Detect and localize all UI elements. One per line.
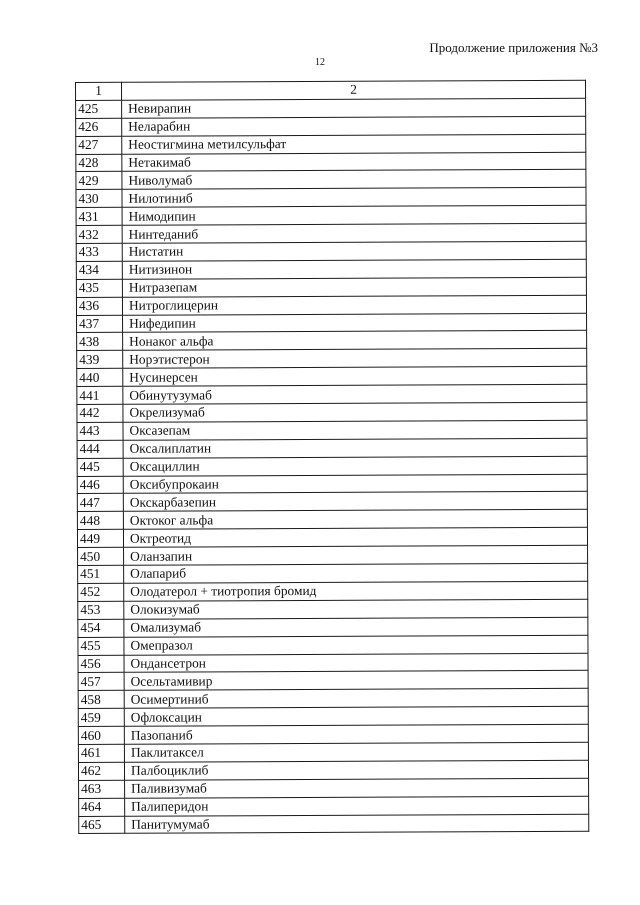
row-number-cell: 463 [79, 780, 125, 798]
drug-name-cell: Нонаког альфа [123, 331, 587, 351]
row-number-cell: 465 [79, 816, 125, 834]
table-row [76, 206, 586, 226]
drug-name-cell: Палиперидон [125, 796, 589, 816]
row-number-cell: 446 [77, 476, 123, 494]
table-row [76, 188, 586, 208]
table-row [78, 689, 588, 709]
row-number-cell: 449 [77, 530, 123, 548]
row-number-cell: 425 [76, 100, 122, 118]
table-row [76, 98, 586, 118]
row-number-cell: 432 [76, 225, 122, 243]
table-row [77, 313, 587, 333]
drug-name-cell: Невирапин [122, 98, 586, 118]
row-number-cell: 444 [77, 440, 123, 458]
row-number-cell: 433 [76, 243, 122, 261]
row-number-cell: 437 [77, 315, 123, 333]
drug-name-cell: Омализумаб [124, 617, 588, 637]
table-row [78, 653, 588, 673]
row-number-cell: 450 [78, 547, 124, 565]
table-row [76, 259, 586, 279]
row-number-cell: 442 [77, 404, 123, 422]
row-number-cell: 435 [76, 279, 122, 297]
row-number-cell: 457 [78, 673, 124, 691]
column-header-name: 2 [122, 80, 586, 100]
table-row [78, 706, 588, 726]
table-row [76, 170, 586, 190]
table-header-row [76, 80, 586, 100]
drug-name-cell: Пазопаниб [124, 724, 588, 744]
drug-name-cell: Нистатин [122, 241, 586, 261]
drug-name-cell: Нимодипин [122, 206, 586, 226]
row-number-cell: 434 [76, 261, 122, 279]
row-number-cell: 462 [78, 762, 124, 780]
drug-name-cell: Омепразол [124, 635, 588, 655]
table-row [76, 134, 586, 154]
drug-name-cell: Паклитаксел [124, 742, 588, 762]
table-row [77, 349, 587, 369]
drug-name-cell: Палбоциклиб [124, 760, 588, 780]
table-row [78, 635, 588, 655]
row-number-cell: 454 [78, 619, 124, 637]
drug-name-cell: Оксациллин [123, 456, 587, 476]
appendix-continuation-label: Продолжение приложения №3 [429, 40, 598, 55]
drug-name-cell: Окскарбазепин [123, 492, 587, 512]
row-number-cell: 427 [76, 136, 122, 154]
row-number-cell: 429 [76, 172, 122, 190]
drug-name-cell: Офлоксацин [124, 706, 588, 726]
drug-name-cell: Ниволумаб [122, 170, 586, 190]
table-row [78, 545, 588, 565]
row-number-cell: 455 [78, 637, 124, 655]
row-number-cell: 447 [77, 494, 123, 512]
drug-name-cell: Нусинерсен [123, 367, 587, 387]
table-row [77, 438, 587, 458]
table-row [77, 456, 587, 476]
drug-name-cell: Нифедипин [123, 313, 587, 333]
drug-name-cell: Осимертиниб [124, 689, 588, 709]
drug-name-cell: Окрелизумаб [123, 402, 587, 422]
row-number-cell: 451 [78, 565, 124, 583]
table-row [77, 331, 587, 351]
drug-name-cell: Нитроглицерин [122, 295, 586, 315]
row-number-cell: 445 [77, 458, 123, 476]
drug-name-cell: Паливизумаб [125, 778, 589, 798]
drug-name-cell: Нинтеданиб [122, 223, 586, 243]
drug-name-cell: Панитумумаб [125, 814, 589, 834]
drug-name-cell: Олокизумаб [124, 599, 588, 619]
page-number: 12 [315, 57, 325, 68]
table-row [78, 724, 588, 744]
row-number-cell: 459 [78, 708, 124, 726]
drug-name-cell: Нилотиниб [122, 188, 586, 208]
table-row [76, 241, 586, 261]
table-row [77, 510, 587, 530]
drug-name-cell: Нетакимаб [122, 152, 586, 172]
drug-name-cell: Олодатерол + тиотропия бромид [124, 581, 588, 601]
row-number-cell: 441 [77, 386, 123, 404]
table-row [76, 152, 586, 172]
table-row [78, 563, 588, 583]
row-number-cell: 461 [78, 744, 124, 762]
table-row [77, 492, 587, 512]
table-row [76, 295, 586, 315]
drug-name-cell: Нитизинон [122, 259, 586, 279]
table-row [78, 742, 588, 762]
row-number-cell: 456 [78, 655, 124, 673]
table-row [77, 384, 587, 404]
table-row [77, 402, 587, 422]
drug-name-cell: Осельтамивир [124, 671, 588, 691]
drug-name-cell: Неларабин [122, 116, 586, 136]
drug-name-cell: Октреотид [123, 528, 587, 548]
drug-name-cell: Оксалиплатин [123, 438, 587, 458]
drug-name-cell: Нитразепам [122, 277, 586, 297]
drug-name-cell: Обинутузумаб [123, 384, 587, 404]
row-number-cell: 460 [78, 726, 124, 744]
column-header-number: 1 [76, 82, 122, 100]
row-number-cell: 431 [76, 208, 122, 226]
table-row [77, 528, 587, 548]
table-row [78, 581, 588, 601]
row-number-cell: 448 [77, 512, 123, 530]
row-number-cell: 458 [78, 691, 124, 709]
row-number-cell: 440 [77, 369, 123, 387]
table-row [79, 778, 589, 798]
row-number-cell: 430 [76, 190, 122, 208]
row-number-cell: 443 [77, 422, 123, 440]
row-number-cell: 438 [77, 333, 123, 351]
drug-name-cell: Оксазепам [123, 420, 587, 440]
table-row [77, 367, 587, 387]
row-number-cell: 436 [76, 297, 122, 315]
row-number-cell: 453 [78, 601, 124, 619]
table-row [77, 474, 587, 494]
table-row [78, 671, 588, 691]
table-row [78, 760, 588, 780]
table-row [79, 814, 589, 834]
drug-name-cell: Октоког альфа [123, 510, 587, 530]
drug-name-cell: Ондансетрон [124, 653, 588, 673]
drug-name-cell: Оксибупрокаин [123, 474, 587, 494]
table-row [77, 420, 587, 440]
table-body [76, 98, 589, 834]
row-number-cell: 428 [76, 154, 122, 172]
drug-name-cell: Норэтистерон [123, 349, 587, 369]
table-row [76, 277, 586, 297]
drug-list-table [75, 80, 589, 835]
row-number-cell: 439 [77, 351, 123, 369]
table-row [76, 116, 586, 136]
table-row [78, 617, 588, 637]
row-number-cell: 452 [78, 583, 124, 601]
table-row [76, 223, 586, 243]
drug-name-cell: Оланзапин [124, 545, 588, 565]
drug-name-cell: Неостигмина метилсульфат [122, 134, 586, 154]
drug-name-cell: Олапариб [124, 563, 588, 583]
row-number-cell: 464 [79, 798, 125, 816]
row-number-cell: 426 [76, 118, 122, 136]
table-row [79, 796, 589, 816]
table-row [78, 599, 588, 619]
